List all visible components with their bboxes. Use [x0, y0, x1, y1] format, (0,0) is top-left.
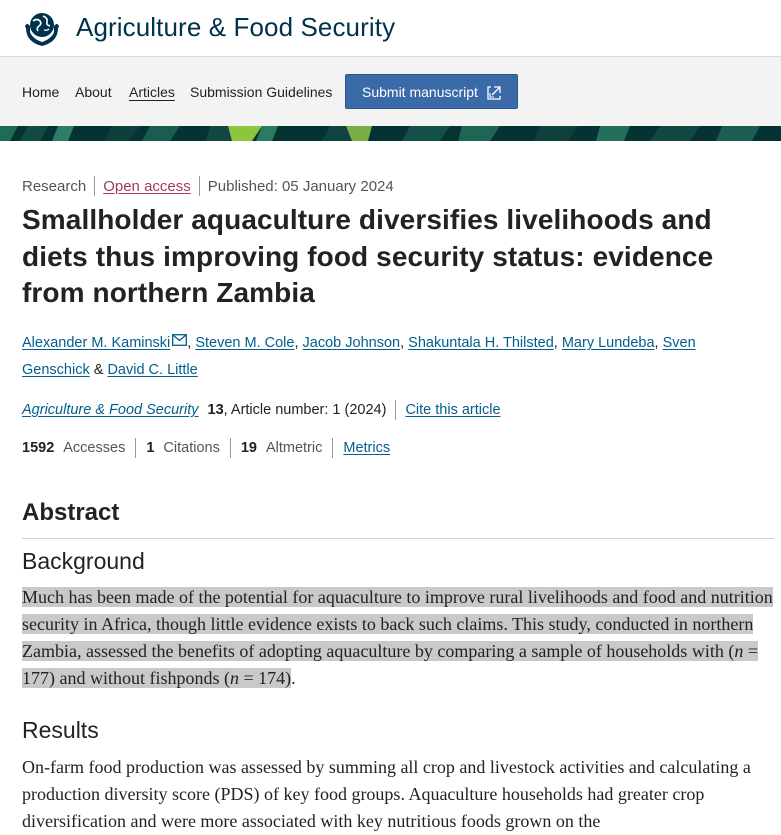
article-type: Research: [22, 177, 87, 195]
journal-title[interactable]: Agriculture & Food Security: [76, 12, 396, 42]
nav-home[interactable]: Home: [22, 84, 60, 100]
background-text: = 174): [238, 668, 292, 688]
altmetric-count: 19: [240, 440, 257, 456]
author-last-separator: &: [93, 362, 104, 378]
cite-this-article-link[interactable]: Cite this article: [405, 402, 501, 418]
external-link-icon: [486, 84, 502, 101]
background-heading: Background: [22, 548, 145, 574]
author-separator: ,: [400, 335, 405, 351]
divider: [135, 438, 136, 458]
submit-manuscript-label: Submit manuscript: [362, 83, 478, 100]
author-separator: ,: [654, 335, 659, 351]
background-paragraph: [22, 584, 774, 692]
article-number: , Article number: 1 (2024): [223, 402, 387, 418]
author-link[interactable]: Alexander M. Kaminski: [22, 335, 171, 351]
results-paragraph: On-farm food production was assessed by summing all crop and livestock activities and calculating a production diversity score (PDS) of key food groups. Aquaculture households had greater crop diversification and were more associated with key nutritious foods grown on the: [22, 757, 751, 831]
author-link[interactable]: David C. Little: [107, 362, 198, 378]
author-link[interactable]: Steven M. Cole: [195, 335, 295, 351]
author-link[interactable]: Jacob Johnson: [302, 335, 401, 351]
background-text: = 177) and without fishponds (: [22, 641, 758, 688]
divider: [230, 438, 231, 458]
abstract-divider: [22, 538, 774, 539]
citations-count: 1: [146, 440, 155, 456]
abstract-heading: Abstract: [22, 499, 120, 526]
citation-row: [22, 400, 501, 420]
journal-link[interactable]: Agriculture & Food Security: [22, 402, 199, 418]
divider: [94, 176, 95, 196]
n-variable: n: [734, 641, 744, 661]
author-separator: ,: [187, 335, 192, 351]
author-separator: ,: [294, 335, 299, 351]
citations-label: Citations: [163, 440, 220, 456]
mail-icon[interactable]: [172, 334, 187, 346]
nav-articles[interactable]: Articles: [129, 84, 175, 100]
results-heading: Results: [22, 717, 99, 743]
author-link[interactable]: Mary Lundeba: [561, 335, 655, 351]
altmetric-label: Altmetric: [265, 440, 323, 456]
selected-text[interactable]: [22, 587, 773, 688]
submit-manuscript-button[interactable]: [345, 74, 518, 109]
divider: [199, 176, 200, 196]
background-text-end: .: [291, 668, 296, 688]
volume: 13: [207, 402, 224, 418]
published-date: Published: 05 January 2024: [207, 177, 394, 195]
divider: [332, 438, 333, 458]
open-access-link[interactable]: Open access: [103, 177, 191, 195]
author-link[interactable]: Sven Genschick: [22, 335, 696, 378]
accesses-count: 1592: [22, 440, 55, 456]
metrics-row: [22, 438, 390, 458]
nav-submission-guidelines[interactable]: Submission Guidelines: [190, 84, 333, 100]
journal-header: [0, 0, 781, 56]
globe-hands-icon[interactable]: [22, 6, 62, 50]
article-meta: [22, 176, 394, 196]
background-text: Much has been made of the potential for aquaculture to improve rural livelihoods and food and nutrition security in Africa, though little evidence exists to back such claims. This study, conducted in northern Zambia, assessed the benefits of adopting aquaculture by comparing a sample of households with (: [22, 587, 773, 661]
nav-bar: [0, 56, 781, 127]
author-link[interactable]: Shakuntala H. Thilsted: [408, 335, 554, 351]
accesses-label: Accesses: [63, 440, 126, 456]
n-variable: n: [229, 668, 239, 688]
metrics-link[interactable]: Metrics: [343, 440, 391, 456]
nav-about[interactable]: About: [75, 84, 112, 100]
article-title: Smallholder aquaculture diversifies livelihoods and diets thus improving food security status: evidence from northern Zambia: [22, 204, 714, 308]
divider: [395, 400, 396, 420]
author-separator: ,: [553, 335, 558, 351]
banner-pattern: [0, 126, 781, 141]
decorative-banner: [0, 126, 781, 141]
author-list: [22, 330, 762, 384]
